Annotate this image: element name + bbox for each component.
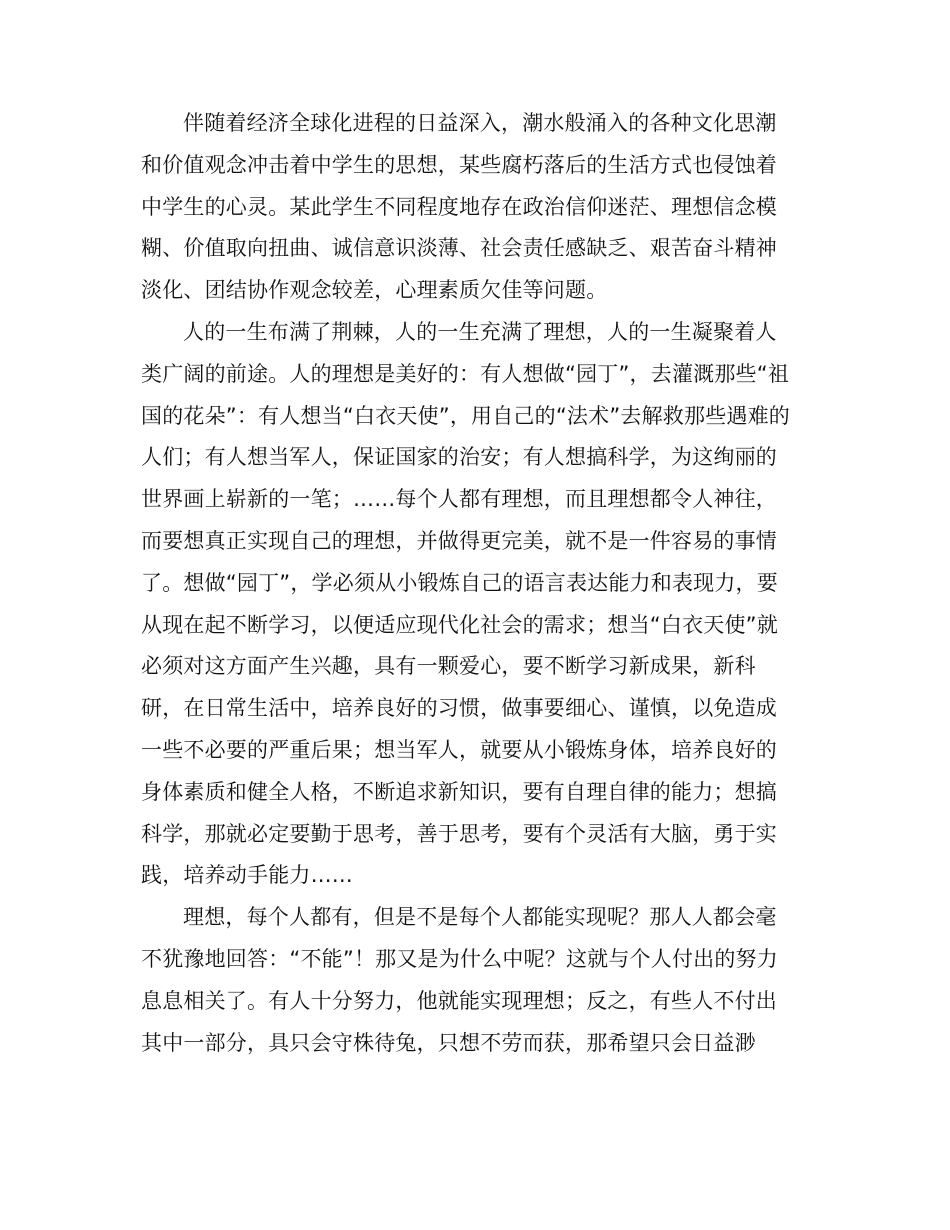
text-line: 人们；有人想当军人，保证国家的治安；有人想搞科学，为这绚丽的 <box>141 445 777 470</box>
text-line: 不犹豫地回答：“不能”！那又是为什么中呢？这就与个人付出的努力 <box>141 946 778 971</box>
text-line: 中学生的心灵。某此学生不同程度地存在政治信仰迷茫、理想信念模 <box>141 194 777 219</box>
text-line: 践，培养动手能力…… <box>141 863 353 888</box>
text-line: 国的花朵”：有人想当“白衣天使”，用自己的“法术”去解救那些遇难的 <box>141 403 790 428</box>
text-line: 身体素质和健全人格，不断追求新知识，要有自理自律的能力；想搞 <box>141 779 777 804</box>
text-line: 世界画上崭新的一笔；……每个人都有理想，而且理想都令人神往， <box>141 487 777 512</box>
text-line: 伴随着经济全球化进程的日益深入，潮水般涌入的各种文化思潮 <box>183 111 777 135</box>
paragraph-3 <box>141 897 801 1064</box>
text-line: 类广阔的前途。人的理想是美好的：有人想做“园丁”，去灌溉那些“祖 <box>141 361 790 386</box>
text-line: 了。想做“园丁”，学必须从小锻炼自己的语言表达能力和表现力，要 <box>141 570 778 595</box>
paragraph-2 <box>141 312 801 897</box>
text-line: 其中一部分，具只会守株待兔，只想不劳而获，那希望只会日益渺 <box>141 1030 756 1055</box>
document-body <box>141 103 801 1064</box>
text-line: 研，在日常生活中，培养良好的习惯，做事要细心、谨慎，以免造成 <box>141 696 777 721</box>
text-line: 糊、价值取向扭曲、诚信意识淡薄、社会责任感缺乏、艰苦奋斗精神 <box>141 236 777 261</box>
text-line: 人的一生布满了荆棘，人的一生充满了理想，人的一生凝聚着人 <box>183 319 777 344</box>
text-line: 淡化、团结协作观念较差，心理素质欠佳等问题。 <box>141 278 608 303</box>
text-line: 从现在起不断学习，以便适应现代化社会的需求；想当“白衣天使”就 <box>141 612 778 637</box>
text-line: 一些不必要的严重后果；想当军人，就要从小锻炼身体，培养良好的 <box>141 737 777 762</box>
paragraph-1 <box>141 103 801 312</box>
text-line: 而要想真正实现自己的理想，并做得更完美，就不是一件容易的事情 <box>141 528 777 553</box>
text-line: 科学，那就必定要勤于思考，善于思考，要有个灵活有大脑，勇于实 <box>141 821 777 846</box>
text-line: 和价值观念冲击着中学生的思想，某些腐朽落后的生活方式也侵蚀着 <box>141 152 777 177</box>
text-line: 必须对这方面产生兴趣，具有一颗爱心，要不断学习新成果，新科 <box>141 654 756 679</box>
text-line: 息息相关了。有人十分努力，他就能实现理想；反之，有些人不付出 <box>141 988 777 1013</box>
text-line: 理想，每个人都有，但是不是每个人都能实现呢？那人人都会毫 <box>183 905 777 930</box>
